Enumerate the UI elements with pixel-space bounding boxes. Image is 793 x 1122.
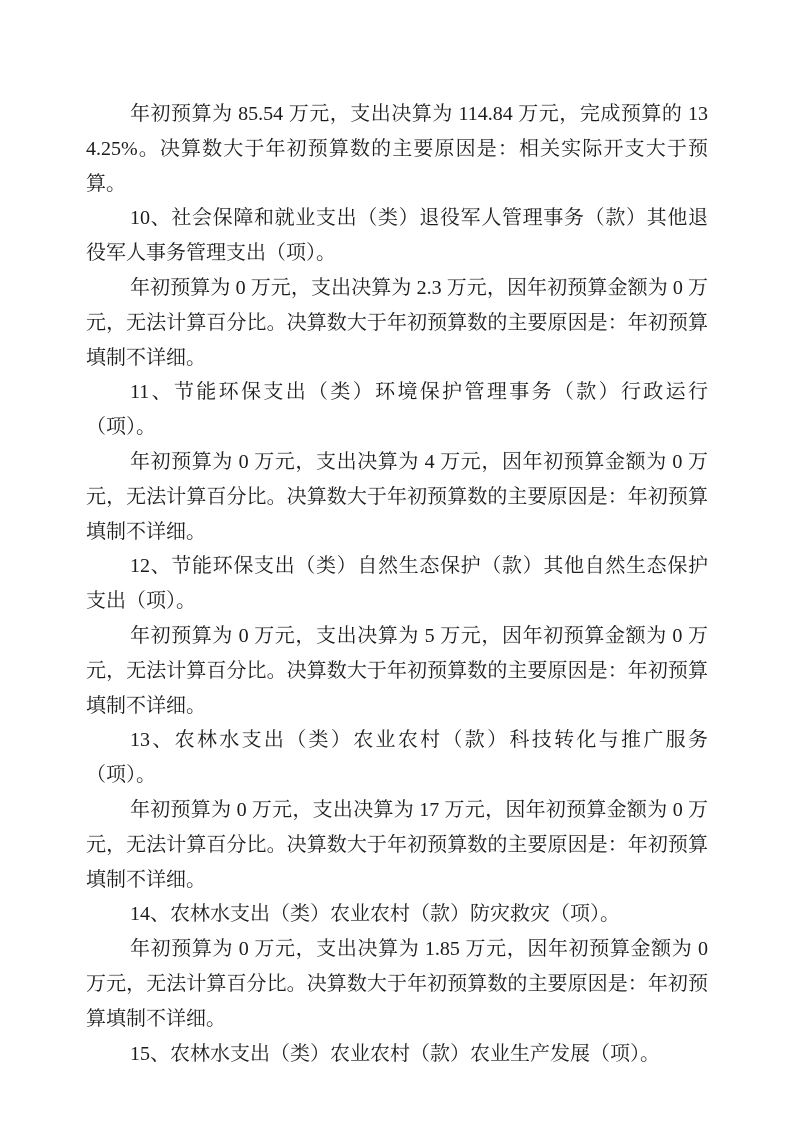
paragraph-budget-explanation: 年初预算为 85.54 万元，支出决算为 114.84 万元，完成预算的 134.25%。决算数大于年初预算数的主要原因是：相关实际开支大于预算。 (86, 103, 708, 195)
paragraph-item-13-title: 13、农林水支出（类）农业农村（款）科技转化与推广服务（项）。 (86, 729, 708, 787)
paragraph-item-11-explanation: 年初预算为 0 万元，支出决算为 4 万元，因年初预算金额为 0 万元，无法计算百分比。决算数大于年初预算数的主要原因是：年初预算填制不详细。 (86, 450, 708, 543)
paragraph-item-13-explanation: 年初预算为 0 万元，支出决算为 17 万元，因年初预算金额为 0 万元，无法计算百分比。决算数大于年初预算数的主要原因是：年初预算填制不详细。 (86, 798, 708, 891)
paragraph-item-14-explanation: 年初预算为 0 万元，支出决算为 1.85 万元，因年初预算金额为 0 万元，无法计算百分比。决算数大于年初预算数的主要原因是：年初预算填制不详细。 (86, 938, 708, 1030)
paragraph-item-12-title: 12、节能环保支出（类）自然生态保护（款）其他自然生态保护支出（项）。 (86, 555, 708, 613)
paragraph-item-15-title: 15、农林水支出（类）农业农村（款）农业生产发展（项）。 (130, 1042, 660, 1065)
paragraph-item-10-title: 10、社会保障和就业支出（类）退役军人管理事务（款）其他退役军人事务管理支出（项）。 (86, 207, 708, 265)
paragraph-item-12-explanation: 年初预算为 0 万元，支出决算为 5 万元，因年初预算金额为 0 万元，无法计算百分比。决算数大于年初预算数的主要原因是：年初预算填制不详细。 (86, 624, 708, 717)
paragraph-item-10-explanation: 年初预算为 0 万元，支出决算为 2.3 万元，因年初预算金额为 0 万元，无法计算百分比。决算数大于年初预算数的主要原因是：年初预算填制不详细。 (86, 276, 708, 369)
paragraph-item-11-title: 11、节能环保支出（类）环境保护管理事务（款）行政运行（项）。 (86, 381, 708, 439)
paragraph-item-14-title: 14、农林水支出（类）农业农村（款）防灾救灾（项）。 (130, 903, 620, 926)
